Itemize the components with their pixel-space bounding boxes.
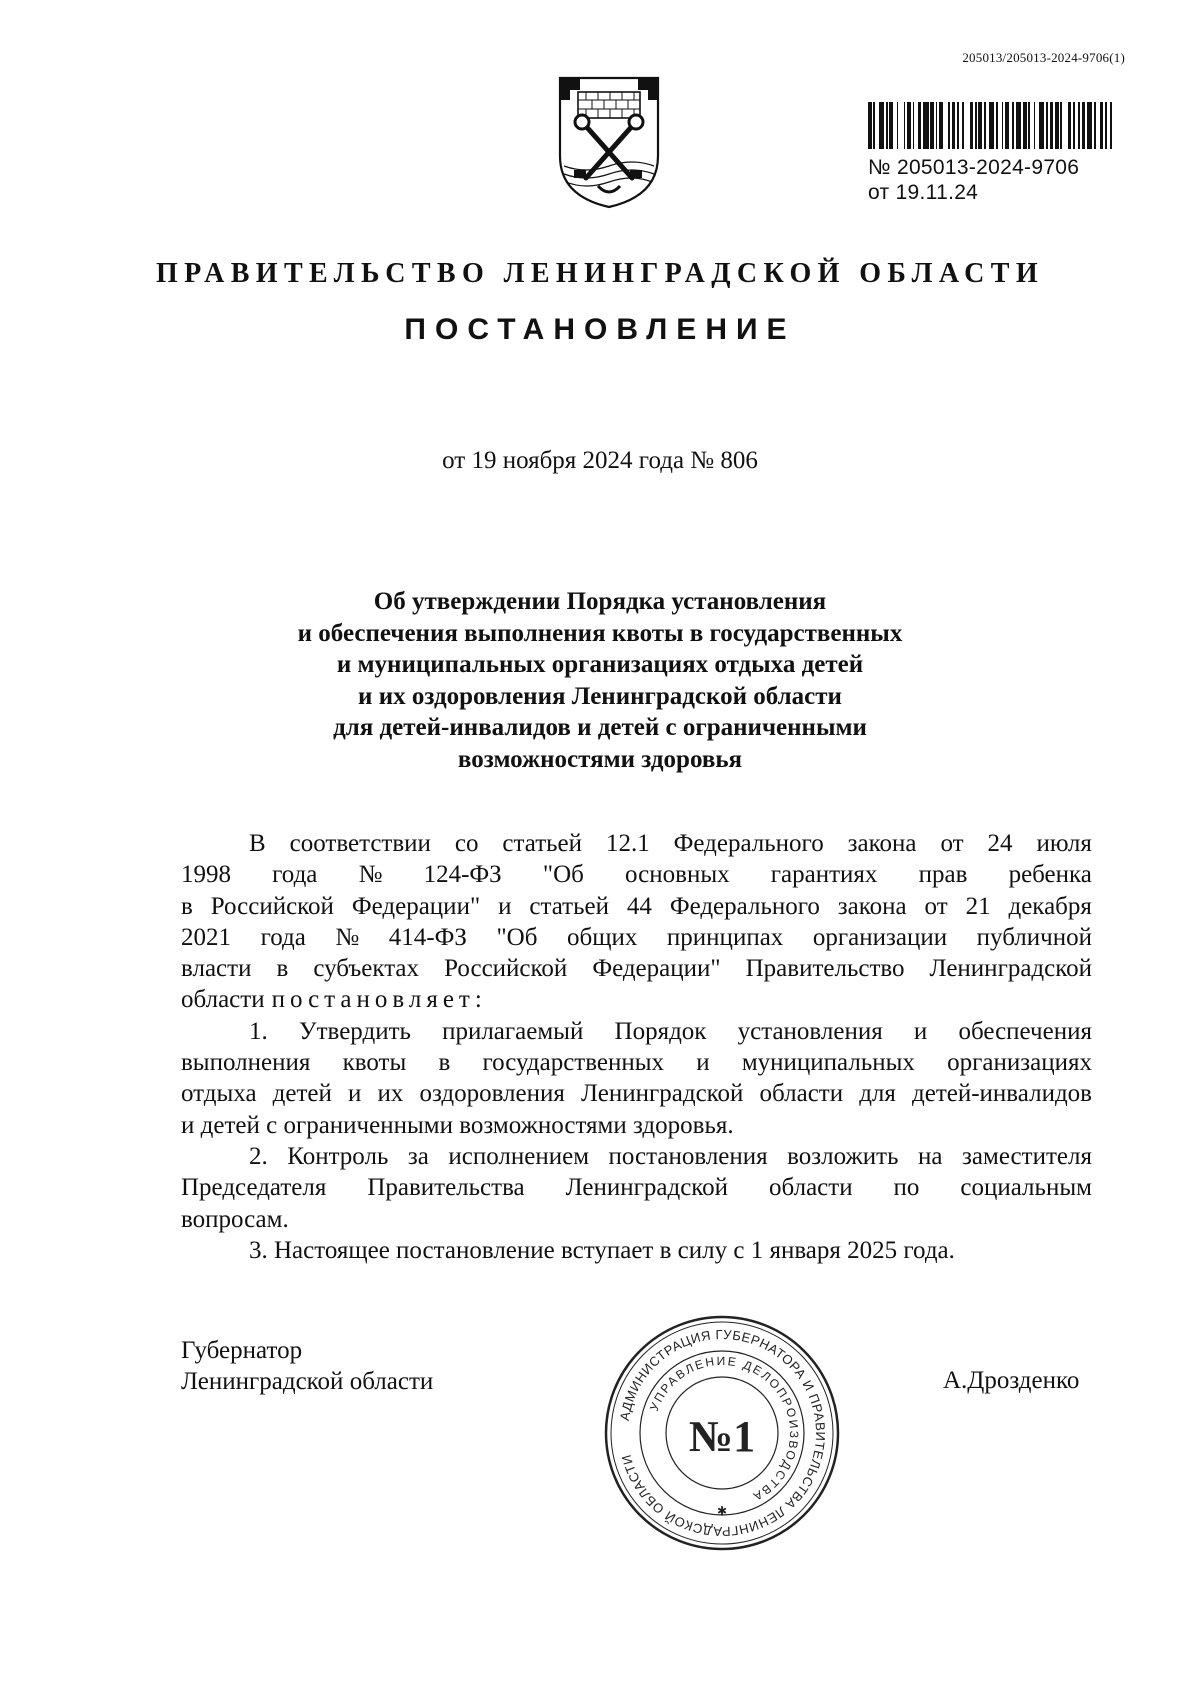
word: закона — [837, 892, 907, 920]
word: Правительства — [367, 1174, 525, 1202]
word: и — [347, 1080, 362, 1108]
word: от — [924, 892, 948, 920]
registration-block — [868, 102, 1118, 205]
word: Федерации" — [592, 955, 721, 983]
word: 21 — [965, 892, 991, 920]
word: обеспечения — [958, 1017, 1092, 1045]
subject-line: возможностями здоровья — [457, 745, 743, 773]
word: Правительство — [745, 955, 905, 983]
official-stamp — [602, 1313, 842, 1553]
star-icon: ✱ — [716, 1504, 728, 1518]
registration-date: от 19.11.24 — [868, 181, 979, 204]
body-line — [181, 1172, 1092, 1203]
document-body — [181, 828, 1092, 1266]
word: государственных — [482, 1049, 665, 1077]
word: Российской — [444, 955, 568, 983]
subject-line: Об утверждении Порядка установления — [373, 588, 827, 615]
word: 124-ФЗ — [423, 861, 502, 889]
word: за — [407, 1142, 429, 1170]
word: Федерации" — [351, 892, 481, 920]
word: ребенка — [1008, 861, 1092, 889]
subject-line: для детей-инвалидов и детей с ограниченными — [333, 714, 867, 741]
word: соответствии — [289, 830, 431, 857]
word: детей — [272, 1080, 332, 1108]
word: организациях — [947, 1049, 1092, 1077]
word: муниципальных — [741, 1049, 915, 1077]
word: на — [918, 1142, 943, 1170]
body-line: и детей с ограниченными возможностями здоровья. — [181, 1111, 734, 1139]
word: 2021 — [181, 923, 231, 951]
word: публичной — [976, 923, 1092, 951]
body-line — [181, 1141, 1092, 1172]
word: детей-инвалидов — [912, 1080, 1092, 1108]
word: исполнением — [448, 1142, 590, 1170]
word: власти — [181, 955, 252, 983]
word: постановления — [608, 1142, 768, 1170]
word: 12.1 — [605, 830, 650, 857]
word: Федерального — [673, 830, 824, 857]
body-line — [181, 953, 1092, 984]
word: области — [759, 1080, 844, 1108]
body-line: 3. Настоящее постановление вступает в силу с 1 января 2025 года. — [249, 1236, 955, 1264]
word: "Об — [496, 923, 538, 951]
word: года — [260, 923, 306, 951]
word: Порядок — [614, 1017, 707, 1045]
body-line — [181, 1047, 1092, 1078]
stamp-outer-text: АДМИНИСТРАЦИЯ ГУБЕРНАТОРА И ПРАВИТЕЛЬСТВА ЛЕНИНГРАДСКОЙ ОБЛАСТИ — [616, 1326, 829, 1540]
body-line — [181, 984, 1092, 1015]
subject-line: и муниципальных организациях отдыха детей — [336, 651, 864, 678]
word: в — [276, 955, 289, 983]
barcode — [868, 102, 1118, 149]
body-line — [181, 828, 1092, 859]
word: по — [893, 1174, 920, 1202]
word: гарантиях — [770, 861, 878, 889]
word: 414-ФЗ — [388, 923, 467, 951]
word: отдыха — [181, 1080, 257, 1108]
word: июля — [1036, 830, 1092, 857]
word: Председателя — [181, 1174, 327, 1202]
stamp-inner-text: УПРАВЛЕНИЕ ДЕЛОПРОИЗВОДСТВА — [646, 1353, 802, 1505]
word: в — [438, 1049, 451, 1077]
government-title: ПРАВИТЕЛЬСТВО ЛЕНИНГРАДСКОЙ ОБЛАСТИ — [155, 258, 1045, 289]
word: оздоровления — [419, 1080, 565, 1108]
word: прилагаемый — [442, 1017, 584, 1045]
word: Утвердить — [298, 1017, 411, 1045]
word: прав — [918, 861, 968, 889]
word: № — [335, 923, 360, 951]
word: для — [859, 1080, 896, 1108]
signatory-name: А.Дрозденко — [943, 1367, 1080, 1394]
word: квоты — [342, 1049, 407, 1077]
word: 24 — [987, 830, 1013, 857]
word: заместителя — [962, 1142, 1092, 1170]
word: в — [181, 892, 193, 920]
word: основных — [625, 861, 730, 889]
word: организации — [812, 923, 948, 951]
word: со — [454, 830, 479, 857]
signatory-title-line: Губернатор — [181, 1337, 303, 1364]
word: Ленинградской — [580, 1080, 744, 1108]
body-line — [181, 1078, 1092, 1109]
word: их — [377, 1080, 404, 1108]
body-line — [181, 1016, 1092, 1047]
word: области — [769, 1174, 853, 1202]
word: установления — [737, 1017, 883, 1045]
word: от — [940, 830, 964, 857]
document-code: 205013/205013-2024-9706(1) — [962, 50, 1125, 65]
word: Контроль — [287, 1142, 389, 1170]
word: года — [272, 861, 318, 889]
word: 1998 — [181, 861, 231, 889]
barcode-bar — [1112, 102, 1117, 149]
word: 2. — [249, 1142, 268, 1170]
word: В — [249, 830, 266, 857]
subject-line: и их оздоровления Ленинградской области — [358, 682, 842, 710]
resolution-verb: постановляет: — [271, 986, 487, 1014]
word: статьей — [502, 830, 582, 857]
word: № — [358, 861, 383, 889]
body-line: вопросам. — [181, 1205, 289, 1233]
stamp-number: №1 — [688, 1412, 756, 1461]
word: социальным — [960, 1174, 1092, 1202]
word: и — [913, 1017, 928, 1045]
word: субъектах — [313, 955, 420, 983]
signatory-title — [181, 1335, 433, 1397]
word: 44 — [626, 892, 652, 920]
registration-number: № 205013-2024-9706 — [868, 156, 1080, 179]
body-text: области — [181, 986, 265, 1014]
body-line — [181, 922, 1092, 953]
word: закона — [847, 830, 917, 857]
document-date-number: от 19 ноября 2024 года № 806 — [442, 447, 758, 474]
document-subject — [230, 586, 970, 775]
coat-of-arms-icon — [556, 74, 662, 210]
subject-line: и обеспечения выполнения квоты в государственных — [297, 619, 903, 647]
word: и — [696, 1049, 710, 1077]
document-type: ПОСТАНОВЛЕНИЕ — [404, 313, 796, 346]
word: выполнения — [181, 1049, 311, 1077]
body-line — [181, 891, 1092, 922]
word: 1. — [249, 1017, 268, 1045]
word: Ленинградской — [565, 1174, 729, 1202]
body-line — [181, 859, 1092, 890]
word: принципах — [666, 923, 784, 951]
word: возложить — [787, 1142, 899, 1170]
word: Российской — [210, 892, 334, 920]
signatory-title-line: Ленинградской области — [181, 1368, 434, 1395]
word: декабря — [1008, 892, 1092, 920]
word: Федерального — [669, 892, 820, 920]
word: Ленинградской — [929, 955, 1092, 983]
word: "Об — [542, 861, 584, 889]
word: статьей — [529, 892, 609, 920]
word: общих — [567, 923, 638, 951]
word: и — [498, 892, 512, 920]
